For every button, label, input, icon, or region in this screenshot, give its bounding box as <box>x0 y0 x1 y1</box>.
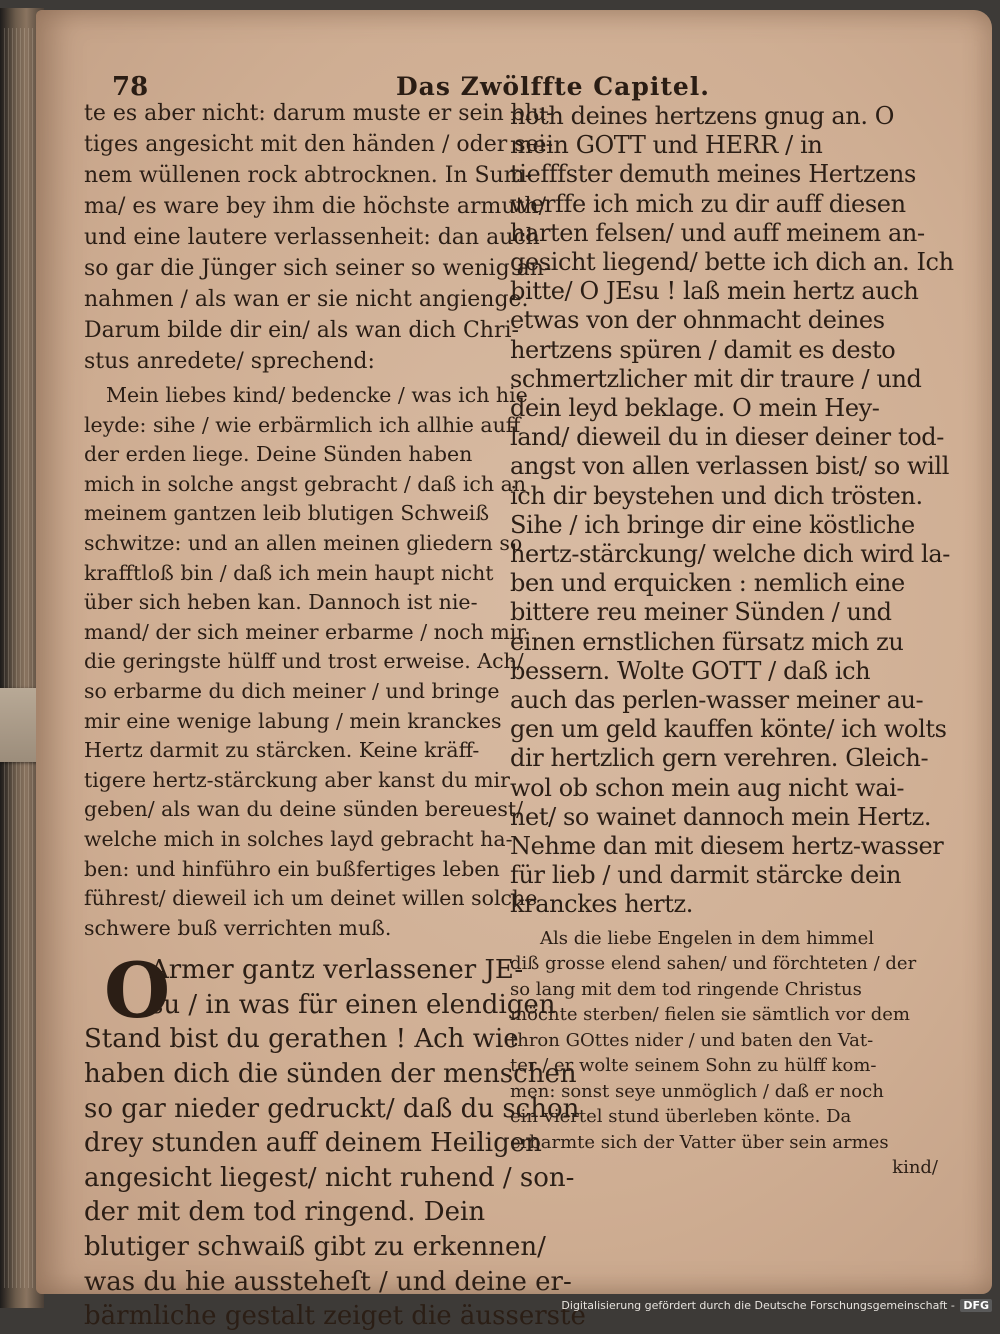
text-line: so erbarme du dich meiner / und bringe <box>84 678 500 703</box>
page-number: 78 <box>112 72 149 102</box>
text-line: erbarmte sich der Vatter über sein armes <box>510 1131 889 1153</box>
text-line: auch das perlen-wasser meiner au- <box>510 686 924 715</box>
text-line: Nehme dan mit diesem hertz-wasser <box>510 832 944 861</box>
text-line: ich dir beystehen und dich trösten. <box>510 481 923 510</box>
text-line: gen um geld kauffen könte/ ich wolts <box>510 715 947 744</box>
text-line: wol ob schon mein aug nicht wai- <box>510 773 905 802</box>
text-line: bitte/ O JEsu ! laß mein hertz auch <box>510 277 919 306</box>
text-line: schmertzlicher mit dir traure / und <box>510 364 922 393</box>
text-line: und eine lautere verlassenheit: dan auch <box>84 225 540 250</box>
text-line: Sihe / ich bringe dir eine köstliche <box>510 510 915 539</box>
left-paragraph-2 <box>84 381 538 943</box>
digitization-credit <box>561 1299 992 1312</box>
body-lines <box>84 1022 586 1333</box>
text-line: su / in was für einen elendigen <box>150 989 556 1020</box>
text-line: die geringste hülff und trost erweise. Ach/ <box>84 649 524 674</box>
text-line: angst von allen verlassen bist/ so will <box>510 452 949 481</box>
text-line: führest/ dieweil ich um deinet willen solche <box>84 886 538 911</box>
text-line: hertzens spüren / damit es desto <box>510 335 896 364</box>
text-line: kranckes hertz. <box>510 890 693 919</box>
text-line: tiges angesicht mit den händen / oder sei- <box>84 132 554 157</box>
text-line: nem wüllenen rock abtrocknen. In Sum- <box>84 163 533 188</box>
text-line: blutiger schwaiß gibt zu erkennen/ <box>84 1232 546 1263</box>
text-line: bittere reu meiner Sünden / und <box>510 598 892 627</box>
text-line: schwere buß verrichten muß. <box>84 915 392 940</box>
text-line: so gar nieder gedruckt/ daß du schon <box>84 1093 580 1124</box>
text-line: angesicht liegest/ nicht ruhend / son- <box>84 1162 575 1193</box>
left-paragraph-1 <box>84 98 554 377</box>
text-line: noth deines hertzens gnug an. O <box>510 102 895 130</box>
text-line: ter / er wolte seinem Sohn zu hülff kom- <box>510 1055 877 1077</box>
chapter-title: Das Zwölffte Capitel. <box>396 72 710 101</box>
text-line: thron GOttes nider / und baten den Vat- <box>510 1029 874 1051</box>
text-line: drey stunden auff deinem Heiligen <box>84 1128 542 1159</box>
left-paragraph-3 <box>84 946 586 1334</box>
text-line: möchte sterben/ fielen sie sämtlich vor dem <box>510 1004 910 1026</box>
text-line: Stand bist du gerathen ! Ach wie <box>84 1024 519 1055</box>
text-line: einen ernstlichen fürsatz mich zu <box>510 627 904 656</box>
catchword: kind/ <box>892 1157 938 1179</box>
text-line: harten felsen/ und auff meinem an- <box>510 218 925 247</box>
text-line: hertz-stärckung/ welche dich wird la- <box>510 540 950 569</box>
text-line: Als die liebe Engelen in dem himmel <box>540 927 874 949</box>
text-line: haben dich die sünden der menschen <box>84 1059 577 1090</box>
text-line: Mein liebes kind/ bedencke / was ich hie <box>106 383 528 407</box>
text-line: mand/ der sich meiner erbarme / noch mir <box>84 619 527 644</box>
text-line: dein leyd beklage. O mein Hey- <box>510 394 880 423</box>
text-line: diß grosse elend sahen/ und förchteten / der <box>510 953 917 975</box>
drop-cap: O <box>104 946 171 1036</box>
text-line: mein GOTT und HERR / in <box>510 131 823 160</box>
text-line: mir eine wenige labung / mein kranckes <box>84 708 502 733</box>
text-line: geben/ als wan du deine sünden bereuest/ <box>84 797 524 822</box>
text-line: welche mich in solches layd gebracht ha- <box>84 826 513 851</box>
text-line: über sich heben kan. Dannoch ist nie- <box>84 590 478 615</box>
text-line: werffe ich mich zu dir auff diesen <box>510 189 906 218</box>
text-line: der erden liege. Deine Sünden haben <box>84 442 473 467</box>
text-line: men: sonst seye unmöglich / daß er noch <box>510 1080 884 1102</box>
text-line: gesicht liegend/ bette ich dich an. Ich <box>510 248 954 277</box>
text-line: so gar die Jünger sich seiner so wenig an- <box>84 256 552 281</box>
text-line: Darum bilde dir ein/ als wan dich Chri- <box>84 318 519 343</box>
text-line: ben: und hinführo ein bußfertiges leben <box>84 856 500 881</box>
page-edges <box>4 28 34 1288</box>
credit-text: Digitalisierung gefördert durch die Deutsche Forschungsgemeinschaft - <box>561 1299 955 1312</box>
text-line: dir hertzlich gern verehren. Gleich- <box>510 744 929 773</box>
text-line: schwitze: und an allen meinen gliedern so <box>84 530 523 555</box>
text-line: bärmliche gestalt zeiget die äusserste <box>84 1301 586 1332</box>
text-line: nahmen / als wan er sie nicht angienge. <box>84 287 529 312</box>
text-line: net/ so wainet dannoch mein Hertz. <box>510 802 932 831</box>
right-column <box>510 102 954 1181</box>
text-line: so lang mit dem tod ringende Christus <box>510 978 862 1000</box>
text-line: mich in solche angst gebracht / daß ich an <box>84 471 527 496</box>
text-line: meinem gantzen leib blutigen Schweiß <box>84 501 490 526</box>
text-line: ma/ es ware bey ihm die höchste armuth/ <box>84 194 547 219</box>
right-paragraph-1 <box>510 102 954 920</box>
text-line: bessern. Wolte GOTT / daß ich <box>510 656 871 685</box>
text-line: tiefffster demuth meines Hertzens <box>510 160 916 189</box>
text-line: ben und erquicken : nemlich eine <box>510 569 905 598</box>
text-line: Hertz darmit zu stärcken. Keine kräff- <box>84 738 480 763</box>
text-line: was du hie aussteheſt / und deine er- <box>84 1266 572 1297</box>
text-line: te es aber nicht: darum muste er sein blu- <box>84 101 554 126</box>
text-line: stus anredete/ sprechend: <box>84 349 375 374</box>
right-paragraph-2 <box>510 926 940 1181</box>
text-line: tigere hertz-stärckung aber kanst du mir <box>84 767 510 792</box>
text-line: Armer gantz verlassener JE- <box>150 955 524 986</box>
text-line: der mit dem tod ringend. Dein <box>84 1197 486 1228</box>
text-line: leyde: sihe / wie erbärmlich ich allhie auff <box>84 412 521 437</box>
left-column <box>84 98 586 1334</box>
text-line: für lieb / und darmit stärcke dein <box>510 861 902 890</box>
text-line: land/ dieweil du in dieser deiner tod- <box>510 423 944 452</box>
text-line: ein viertel stund überleben könte. Da <box>510 1106 852 1128</box>
text-line: krafftloß bin / daß ich mein haupt nicht <box>84 560 494 585</box>
dfg-logo: DFG <box>960 1299 992 1312</box>
text-line: etwas von der ohnmacht deines <box>510 306 885 335</box>
